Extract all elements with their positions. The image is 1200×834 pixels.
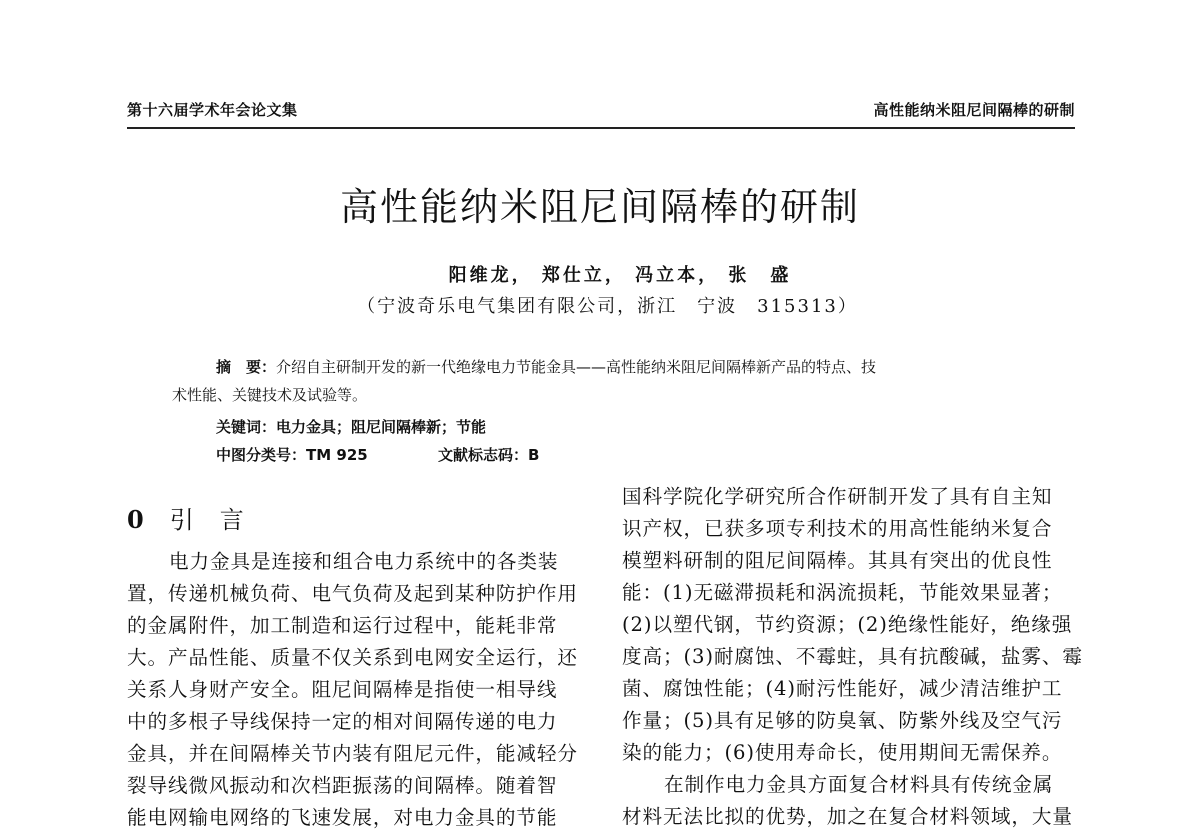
text-line: 金具，并在间隔棒关节内装有阻尼元件，能减轻分: [127, 742, 578, 765]
clc-value: TM 925: [306, 446, 368, 464]
classification: [216, 444, 368, 465]
text-line: 裂导线微风振动和次档距振荡的间隔棒。随着智: [127, 774, 558, 797]
keywords-label: 关键词：: [216, 418, 277, 436]
text-line: 染的能力；(6)使用寿命长，使用期间无需保养。: [622, 741, 1063, 764]
text-line: 电力金具是连接和组合电力系统中的各类装: [169, 550, 559, 573]
abstract-line-2: 术性能、关键技术及试验等。: [172, 386, 368, 404]
text-line: 在制作电力金具方面复合材料具有传统金属: [664, 773, 1054, 796]
keywords: [216, 416, 486, 437]
text-line: 菌、腐蚀性能；(4)耐污性能好，减少清洁维护工: [622, 677, 1063, 700]
text-line: 能电网输电网络的飞速发展，对电力金具的节能: [127, 806, 558, 829]
text-line: 材料无法比拟的优势，加之在复合材料领域，大量: [622, 805, 1073, 828]
abstract-label: 摘 要：: [216, 358, 277, 376]
keywords-value: 电力金具；阻尼间隔棒新；节能: [276, 418, 487, 436]
text-line: 识产权，已获多项专利技术的用高性能纳米复合: [622, 517, 1053, 540]
running-header-left: 第十六届学术年会论文集: [127, 101, 298, 119]
paper-title: 高性能纳米阻尼间隔棒的研制: [339, 185, 860, 229]
header-rule: [127, 127, 1075, 129]
document-code: [438, 444, 539, 465]
text-line: 置，传递机械负荷、电气负荷及起到某种防护作用: [127, 582, 578, 605]
abstract-line-1: [216, 356, 876, 377]
text-line: 模塑料研制的阻尼间隔棒。其具有突出的优良性: [622, 549, 1053, 572]
text-line: 度高；(3)耐腐蚀、不霉蛀，具有抗酸碱，盐雾、霉: [622, 645, 1083, 668]
affiliation: （宁波奇乐电气集团有限公司，浙江 宁波 315313）: [357, 296, 858, 317]
abstract-text: 介绍自主研制开发的新一代绝缘电力节能金具——高性能纳米阻尼间隔棒新产品的特点、技: [276, 358, 877, 376]
right-column: [622, 481, 1083, 833]
section-number: 0: [127, 505, 144, 534]
section-title-char-2: 言: [219, 506, 244, 534]
doc-value: B: [528, 446, 540, 464]
text-line: 国科学院化学研究所合作研制开发了具有自主知: [622, 485, 1053, 508]
text-line: (2)以塑代钢，节约资源；(2)绝缘性能好，绝缘强: [622, 613, 1073, 636]
text-line: 的金属附件，加工制造和运行过程中，能耗非常: [127, 614, 558, 637]
text-line: 中的多根子导线保持一定的相对间隔传递的电力: [127, 710, 558, 733]
clc-label: 中图分类号：: [216, 446, 307, 464]
left-column: [127, 546, 578, 834]
text-line: 作量；(5)具有足够的防臭氧、防紫外线及空气污: [622, 709, 1063, 732]
section-title-char-1: 引: [169, 506, 194, 534]
text-line: 能：(1)无磁滞损耗和涡流损耗，节能效果显著；: [622, 581, 1063, 604]
text-line: 关系人身财产安全。阻尼间隔棒是指使一相导线: [127, 678, 558, 701]
text-line: 大。产品性能、质量不仅关系到电网安全运行，还: [127, 646, 578, 669]
doc-label: 文献标志码：: [438, 446, 529, 464]
section-heading: [127, 500, 270, 535]
running-header-right: 高性能纳米阻尼间隔棒的研制: [873, 101, 1075, 119]
authors: 阳维龙， 郑仕立， 冯立本， 张 盛: [448, 265, 792, 286]
